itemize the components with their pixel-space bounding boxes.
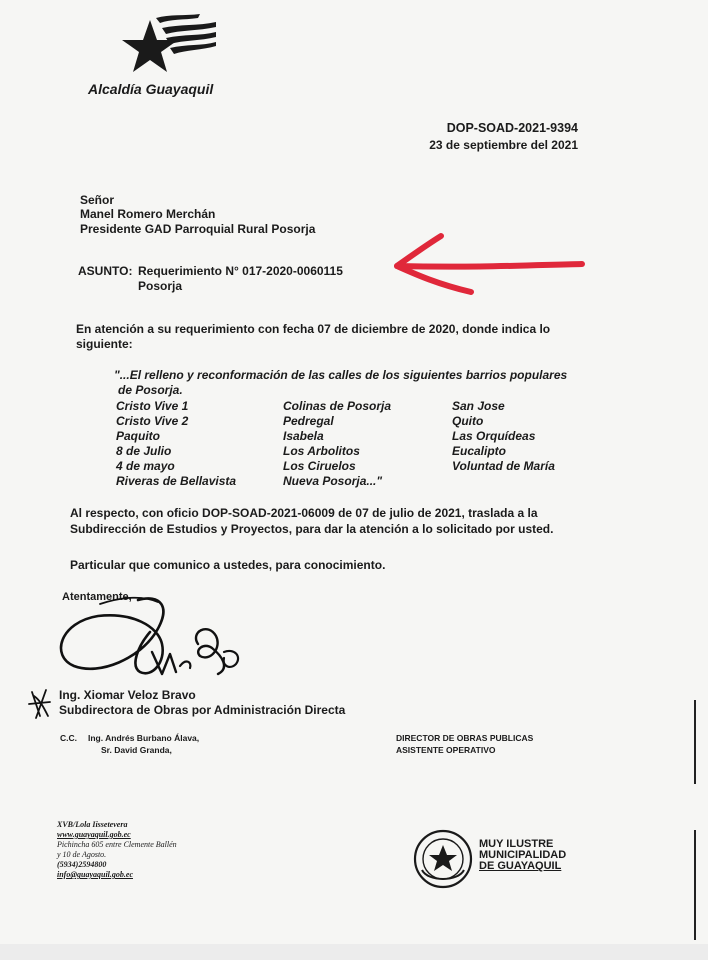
footer-email: info@guayaquil.gob.ec: [57, 870, 133, 879]
cc-right-line-2: ASISTENTE OPERATIVO: [396, 745, 496, 755]
footer-initials: XVB/Lola Iissetevera: [57, 820, 128, 829]
closing-line: Particular que comunico a ustedes, para conocimiento.: [70, 558, 386, 572]
letter-date: 23 de septiembre del 2021: [429, 138, 578, 152]
barrio-item: Las Orquídeas: [452, 429, 536, 443]
barrio-item: Cristo Vive 2: [116, 414, 189, 428]
barrio-item: San Jose: [452, 399, 505, 413]
page-edge-line: [694, 830, 696, 940]
barrio-item: Eucalipto: [452, 444, 507, 458]
footer-website: www.guayaquil.gob.ec: [57, 830, 131, 839]
seal-text-block: [479, 839, 566, 872]
respect-line-1: Al respecto, con oficio DOP-SOAD-2021-06009 de 07 de julio de 2021, traslada a la: [70, 506, 538, 520]
initials-mark: [26, 686, 52, 722]
intro-line-1: En atención a su requerimiento con fecha 07 de diciembre de 2020, donde indica lo: [76, 322, 551, 336]
barrio-item: Colinas de Posorja: [283, 399, 392, 413]
alcaldia-star-logo-icon: [120, 14, 220, 80]
footer-address: [57, 820, 177, 880]
respect-line-2: Subdirección de Estudios y Proyectos, para dar la atención a lo solicitado por usted.: [70, 522, 554, 536]
red-arrow-icon: [385, 228, 590, 298]
barrio-item: Los Ciruelos: [283, 459, 356, 473]
reference-number: DOP-SOAD-2021-9394: [446, 121, 578, 135]
cc-line-2: Sr. David Granda,: [101, 745, 172, 755]
subject-text: Requerimiento N° 017-2020-0060115: [138, 264, 343, 278]
barrio-item: Isabela: [283, 429, 324, 443]
barrio-item: Cristo Vive 1: [116, 399, 189, 413]
barrio-item: 4 de mayo: [116, 459, 175, 473]
barrio-item: Paquito: [116, 429, 160, 443]
signatory-title: Subdirectora de Obras por Administración Directa: [59, 703, 346, 717]
recipient-position: Presidente GAD Parroquial Rural Posorja: [80, 222, 316, 236]
quote-line-2: de Posorja.: [118, 383, 183, 397]
subject-label: ASUNTO:: [78, 264, 133, 278]
barrio-item: Voluntad de María: [452, 459, 555, 473]
salutation: Señor: [80, 193, 115, 207]
footer-address-2: y 10 de Agosto.: [57, 850, 107, 859]
barrio-item: Los Arbolitos: [283, 444, 360, 458]
barrio-item: 8 de Julio: [116, 444, 172, 458]
barrio-item: Riveras de Bellavista: [116, 474, 237, 488]
intro-line-2: siguiente:: [76, 337, 133, 351]
recipient-name: Manel Romero Merchán: [80, 207, 216, 221]
footer-phone: (5934)2594800: [57, 860, 107, 869]
logo-text: Alcaldía Guayaquil: [88, 81, 214, 97]
barrio-item: Nueva Posorja...": [283, 474, 383, 488]
subject-location: Posorja: [138, 279, 183, 293]
seal-line-2: MUNICIPALIDAD: [479, 849, 567, 861]
handwritten-signature: [40, 592, 250, 692]
signatory-name: Ing. Xiomar Veloz Bravo: [59, 688, 196, 702]
bottom-strip: [0, 944, 708, 960]
cc-right-line-1: DIRECTOR DE OBRAS PUBLICAS: [396, 733, 534, 743]
cc-line-1: Ing. Andrés Burbano Álava,: [88, 733, 200, 743]
barrio-item: Pedregal: [283, 414, 334, 428]
municipal-seal-icon: [412, 828, 474, 890]
seal-line-3: DE GUAYAQUIL: [479, 860, 562, 872]
quote-line-1: "...El relleno y reconformación de las calles de los siguientes barrios populares: [114, 368, 568, 382]
cc-label: C.C.: [60, 733, 77, 743]
seal-line-1: MUY ILUSTRE: [479, 838, 554, 850]
footer-address-1: Pichincha 605 entre Clemente Ballén: [57, 840, 177, 849]
page-edge-line: [694, 700, 696, 784]
greeting: Atentamente,: [62, 591, 132, 603]
barrio-item: Quito: [452, 414, 484, 428]
